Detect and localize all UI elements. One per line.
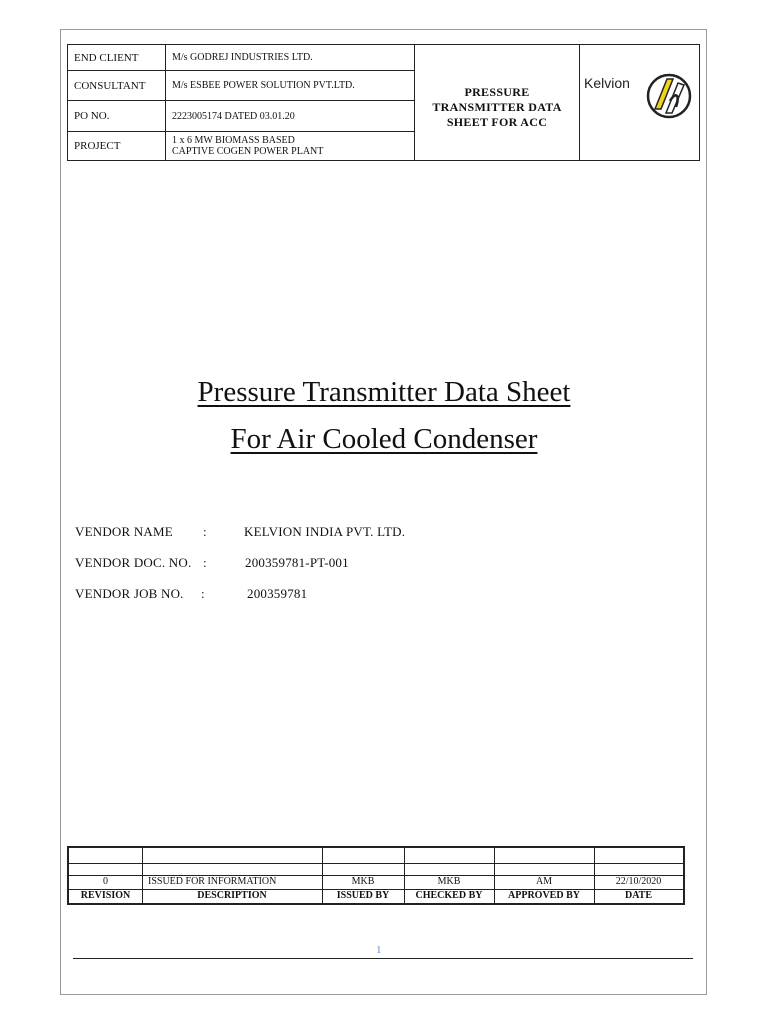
- po-label: PO NO.: [68, 101, 166, 131]
- revision-row-divider: [69, 863, 683, 864]
- date-header: DATE: [624, 890, 653, 901]
- vendor-doc-value: 200359781-PT-001: [245, 555, 349, 570]
- project-label: PROJECT: [68, 132, 166, 160]
- header-row-consultant: [68, 71, 414, 101]
- project-value-line2: CAPTIVE COGEN POWER PLANT: [172, 146, 324, 157]
- logo-text: Kelvion: [584, 75, 630, 91]
- revision-value: 0: [103, 876, 108, 887]
- vendor-doc-label: VENDOR DOC. NO.: [75, 555, 192, 570]
- project-value-line1: 1 x 6 MW BIOMASS BASED: [172, 135, 295, 146]
- vendor-name-separator: :: [203, 524, 207, 539]
- main-title-line1: Pressure Transmitter Data Sheet: [197, 376, 571, 408]
- document-title-line3: SHEET FOR ACC: [446, 115, 548, 129]
- consultant-value: M/s ESBEE POWER SOLUTION PVT.LTD.: [172, 80, 355, 91]
- footer-rule: [73, 958, 693, 959]
- vendor-name-label: VENDOR NAME: [75, 524, 173, 539]
- approved-by-header: APPROVED BY: [508, 890, 580, 901]
- header-row-end-client: [68, 45, 414, 71]
- vendor-job-value: 200359781: [247, 586, 308, 601]
- header-divider: [579, 45, 580, 160]
- description-header: DESCRIPTION: [197, 890, 267, 901]
- checked-by-header: CHECKED BY: [415, 890, 483, 901]
- revision-table: [67, 846, 685, 905]
- vendor-job-label: VENDOR JOB NO.: [75, 586, 184, 601]
- project-value: [166, 132, 414, 160]
- page-number: 1: [376, 944, 382, 956]
- consultant-label: CONSULTANT: [68, 71, 166, 100]
- document-title: [415, 85, 579, 130]
- end-client-label: END CLIENT: [68, 45, 166, 70]
- header-row-po: [68, 101, 414, 132]
- header-table: [67, 44, 700, 161]
- vendor-name-value: KELVION INDIA PVT. LTD.: [244, 524, 406, 539]
- checked-by-value: MKB: [437, 876, 461, 887]
- date-value: 22/10/2020: [615, 876, 662, 887]
- kelvion-emblem-icon: [646, 71, 692, 121]
- document-title-line1: PRESSURE: [464, 85, 530, 99]
- vendor-doc-separator: :: [203, 555, 207, 570]
- description-value: ISSUED FOR INFORMATION: [148, 876, 277, 887]
- po-value: 2223005174 DATED 03.01.20: [172, 110, 295, 122]
- vendor-job-separator: :: [201, 586, 205, 601]
- approved-by-value: AM: [535, 876, 553, 887]
- issued-by-value: MKB: [351, 876, 375, 887]
- main-title-line2: For Air Cooled Condenser: [230, 423, 538, 455]
- revision-header: REVISION: [80, 890, 131, 901]
- kelvion-logo: [582, 71, 698, 131]
- header-row-project: [68, 132, 414, 160]
- end-client-value: M/s GODREJ INDUSTRIES LTD.: [172, 52, 313, 63]
- document-title-line2: TRANSMITTER DATA: [432, 100, 562, 114]
- issued-by-header: ISSUED BY: [336, 890, 390, 901]
